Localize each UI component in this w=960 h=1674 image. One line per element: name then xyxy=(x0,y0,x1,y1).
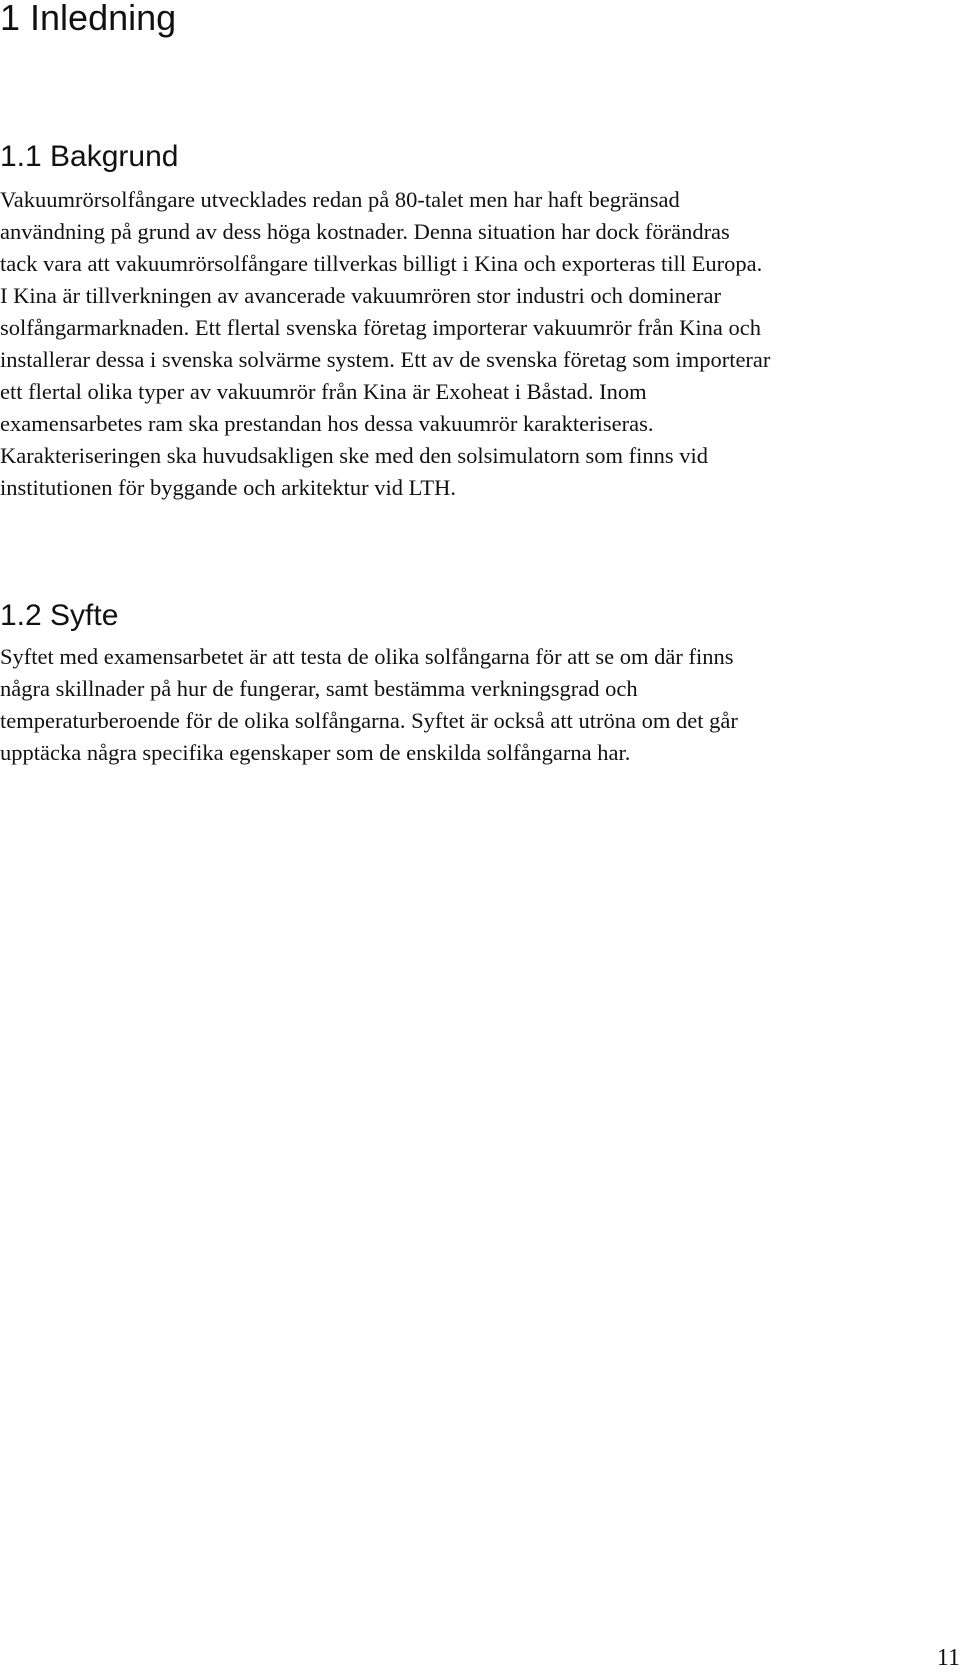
text-line: solfångarmarknaden. Ett flertal svenska företag importerar vakuumrör från Kina och xyxy=(0,315,761,340)
text-line: temperaturberoende för de olika solfångarna. Syftet är också att utröna om det går xyxy=(0,708,738,733)
paragraph-bakgrund xyxy=(0,184,770,504)
text-line: examensarbetes ram ska prestandan hos dessa vakuumrör karakteriseras. xyxy=(0,411,654,436)
text-line: användning på grund av dess höga kostnader. Denna situation har dock förändras xyxy=(0,219,730,244)
paragraph-syfte xyxy=(0,641,738,769)
chapter-title: 1 Inledning xyxy=(0,0,177,38)
text-line: I Kina är tillverkningen av avancerade vakuumrören stor industri och dominerar xyxy=(0,283,721,308)
text-line: några skillnader på hur de fungerar, samt bestämma verkningsgrad och xyxy=(0,676,638,701)
section-title-bakgrund: 1.1 Bakgrund xyxy=(0,140,179,173)
text-line: tack vara att vakuumrörsolfångare tillverkas billigt i Kina och exporteras till Europa. xyxy=(0,251,763,276)
text-line: Vakuumrörsolfångare utvecklades redan på 80-talet men har haft begränsad xyxy=(0,187,680,212)
text-line: ett flertal olika typer av vakuumrör från Kina är Exoheat i Båstad. Inom xyxy=(0,379,647,404)
text-line: upptäcka några specifika egenskaper som de enskilda solfångarna har. xyxy=(0,740,631,765)
text-line: Syftet med examensarbetet är att testa de olika solfångarna för att se om där finns xyxy=(0,644,734,669)
section-title-syfte: 1.2 Syfte xyxy=(0,599,119,632)
page-number: 11 xyxy=(936,1645,960,1671)
text-line: Karakteriseringen ska huvudsakligen ske med den solsimulatorn som finns vid xyxy=(0,443,708,468)
text-line: installerar dessa i svenska solvärme system. Ett av de svenska företag som importerar xyxy=(0,347,771,372)
text-line: institutionen för byggande och arkitektur vid LTH. xyxy=(0,475,456,500)
